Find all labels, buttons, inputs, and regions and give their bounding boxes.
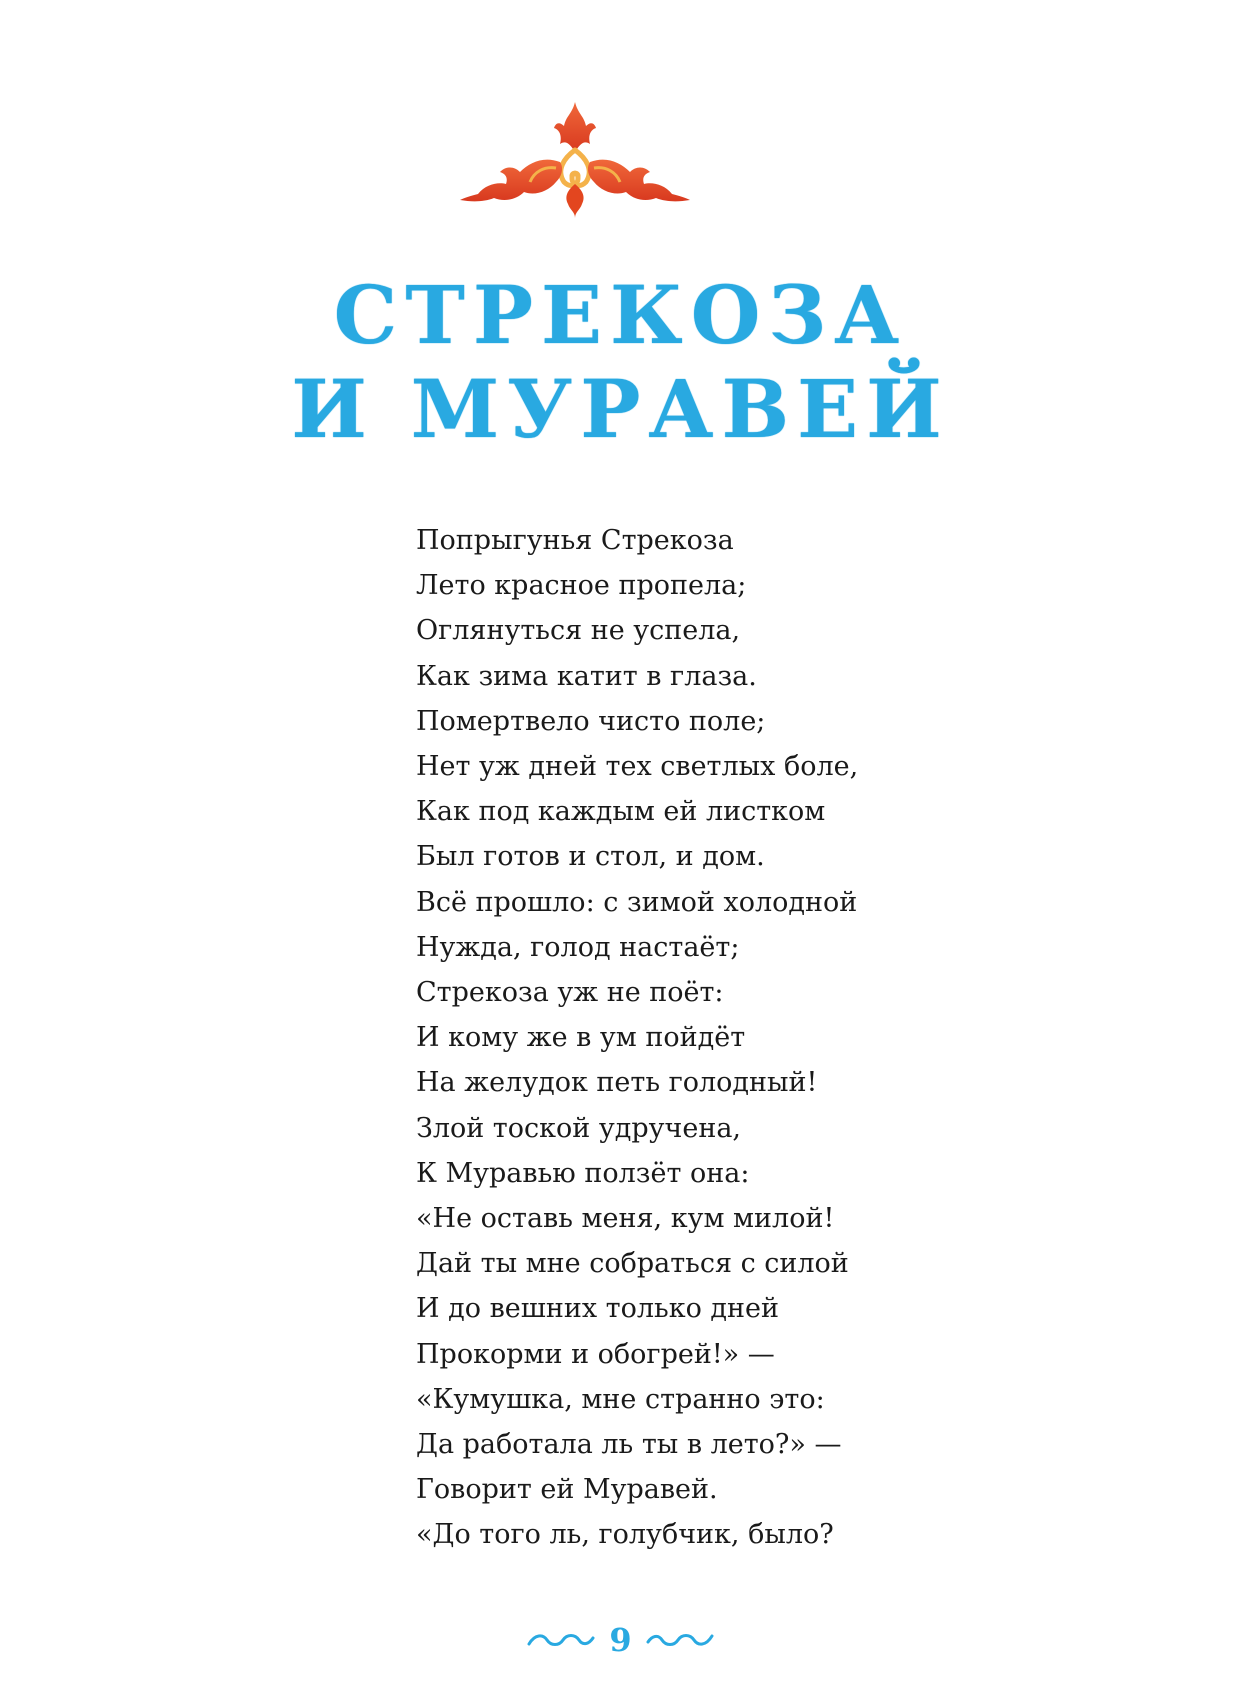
poem-line: И до вешних только дней: [416, 1293, 780, 1325]
swash-right-icon: [646, 1630, 714, 1650]
poem-line: Злой тоской удручена,: [416, 1112, 742, 1144]
page-number: 9: [609, 1621, 632, 1659]
poem-line: Лето красное пропела;: [416, 570, 747, 602]
poem-line: «Кумушка, мне странно это:: [416, 1383, 825, 1415]
title-line-1: СТРЕКОЗА: [333, 268, 908, 362]
poem-line: Говорит ей Муравей.: [416, 1474, 718, 1506]
poem-line: Нет уж дней тех светлых боле,: [416, 751, 859, 783]
poem-line: Был готов и стол, и дом.: [416, 841, 765, 873]
poem-line: «До того ль, голубчик, было?: [416, 1519, 834, 1551]
poem-title: [0, 268, 1241, 456]
floral-ornament-icon: [460, 100, 690, 225]
poem-line: Стрекоза уж не поёт:: [416, 977, 724, 1009]
poem-line: Да работала ль ты в лето?» —: [416, 1429, 842, 1461]
poem-line: Всё прошло: с зимой холодной: [416, 886, 858, 918]
poem-line: Нужда, голод настаёт;: [416, 931, 740, 963]
poem-line: К Муравью ползёт она:: [416, 1157, 750, 1189]
poem-line: Попрыгунья Стрекоза: [416, 525, 734, 556]
poem-line: Дай ты мне собраться с силой: [416, 1248, 849, 1280]
poem-body: [416, 518, 936, 1558]
poem-line: Оглянуться не успела,: [416, 615, 741, 647]
page-footer: [0, 1620, 1241, 1660]
poem-line: На желудок петь голодный!: [416, 1067, 818, 1099]
poem-line: Прокорми и обогрей!» —: [416, 1338, 775, 1370]
poem-line: Как под каждым ей листком: [416, 796, 826, 828]
poem-line: И кому же в ум пойдёт: [416, 1022, 746, 1054]
swash-left-icon: [527, 1630, 595, 1650]
poem-line: Как зима катит в глаза.: [416, 660, 757, 692]
poem-line: Помертвело чисто поле;: [416, 705, 766, 737]
poem-line: «Не оставь меня, кум милой!: [416, 1203, 835, 1235]
title-line-2: И МУРАВЕЙ: [291, 362, 950, 456]
